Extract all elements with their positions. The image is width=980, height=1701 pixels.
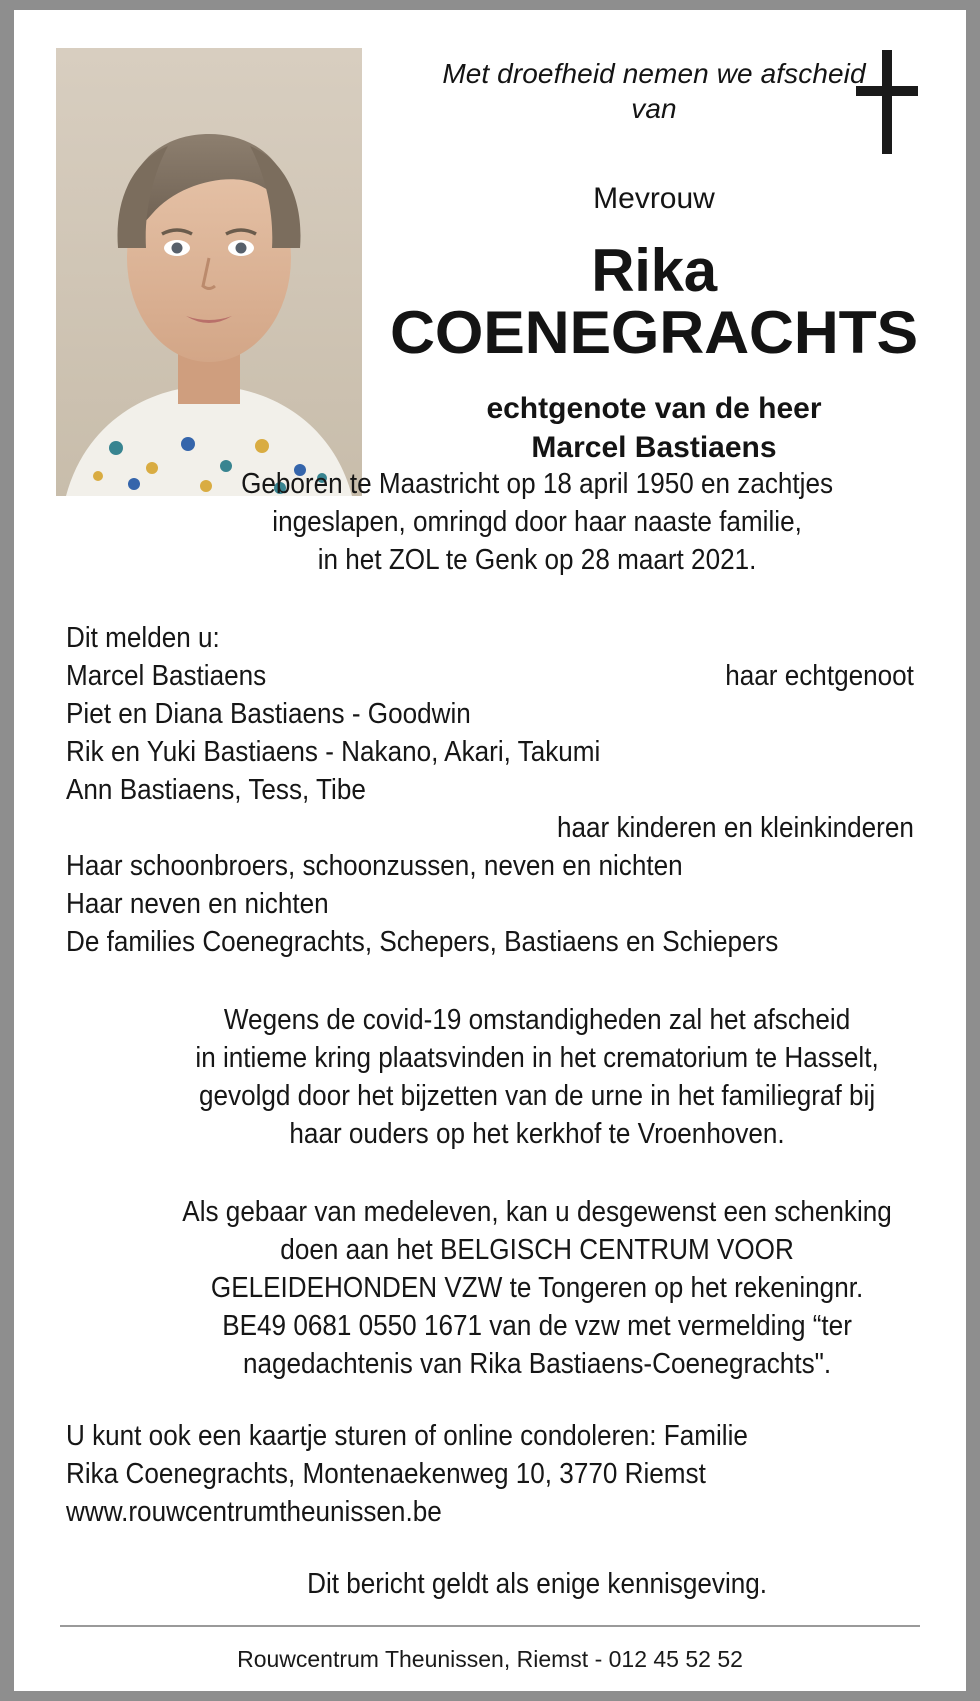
condolences-line-1: U kunt ook een kaartje sturen of online condoleren: Familie	[66, 1420, 748, 1452]
donation-line-2: doen aan het BELGISCH CENTRUM VOOR	[280, 1234, 794, 1266]
memorial-card	[14, 10, 966, 1691]
family-child-2: Rik en Yuki Bastiaens - Nakano, Akari, Takumi	[66, 736, 601, 768]
ceremony-paragraph	[113, 1001, 961, 1153]
spouse-label: echtgenote van de heer	[486, 391, 822, 425]
condolences-paragraph	[66, 1417, 914, 1531]
family-children-relation: haar kinderen en kleinkinderen	[556, 812, 914, 844]
birth-death-line-3: in het ZOL te Genk op 28 maart 2021.	[317, 544, 757, 576]
footer-contact: Rouwcentrum Theunissen, Riemst - 012 45 52 52	[237, 1646, 743, 1672]
donation-line-5: nagedachtenis van Rika Bastiaens-Coenegrachts".	[242, 1348, 832, 1380]
condolences-line-2: Rika Coenegrachts, Montenaekenweg 10, 3770 Riemst	[66, 1458, 706, 1490]
birth-death-line-1: Geboren te Maastricht op 18 april 1950 en zachtjes	[241, 468, 834, 500]
family-spouse-relation: haar echtgenoot	[725, 660, 914, 692]
family-heading: Dit melden u:	[66, 622, 220, 654]
deceased-last-name: COENEGRACHTS	[390, 299, 918, 367]
notice-paragraph	[113, 1565, 961, 1603]
spouse-block	[384, 389, 924, 467]
donation-line-3: GELEIDEHONDEN VZW te Tongeren op het rekeningnr.	[210, 1272, 864, 1304]
family-relatives-1: Haar schoonbroers, schoonzussen, neven en nichten	[66, 850, 683, 882]
family-spouse-name: Marcel Bastiaens	[66, 660, 267, 692]
ceremony-line-3: gevolgd door het bijzetten van de urne in het familiegraf bij	[198, 1080, 876, 1112]
family-child-1: Piet en Diana Bastiaens - Goodwin	[66, 698, 471, 730]
family-relatives-2: Haar neven en nichten	[66, 888, 329, 920]
ceremony-line-4: haar ouders op het kerkhof te Vroenhoven.	[289, 1118, 785, 1150]
birth-death-line-2: ingeslapen, omringd door haar naaste familie,	[272, 506, 802, 538]
family-announcement-block	[66, 619, 914, 961]
deceased-first-name: Rika	[591, 236, 717, 304]
donation-paragraph	[113, 1193, 961, 1383]
ceremony-line-1: Wegens de covid-19 omstandigheden zal het afscheid	[223, 1004, 851, 1036]
spouse-name: Marcel Bastiaens	[531, 430, 777, 464]
salutation: Mevrouw	[593, 181, 715, 215]
intro-line: Met droefheid nemen we afscheid van	[442, 58, 866, 125]
card-header	[14, 10, 966, 465]
family-row-spouse	[66, 657, 914, 695]
notice-line: Dit bericht geldt als enige kennisgeving.	[307, 1568, 768, 1600]
donation-line-4-iban: BE49 0681 0550 1671 van de vzw met vermelding “ter	[222, 1310, 852, 1342]
footer-divider	[60, 1625, 920, 1627]
card-body	[14, 465, 966, 1603]
family-relatives-3: De families Coenegrachts, Schepers, Bastiaens en Schiepers	[66, 926, 779, 958]
ceremony-line-2: in intieme kring plaatsvinden in het crematorium te Hasselt,	[195, 1042, 879, 1074]
portrait-photo	[56, 48, 362, 496]
birth-death-paragraph	[113, 465, 961, 579]
condolences-website[interactable]: www.rouwcentrumtheunissen.be	[66, 1496, 442, 1528]
donation-line-1: Als gebaar van medeleven, kan u desgewenst een schenking	[182, 1196, 892, 1228]
family-child-3: Ann Bastiaens, Tess, Tibe	[66, 774, 366, 806]
header-text-block	[384, 48, 924, 467]
